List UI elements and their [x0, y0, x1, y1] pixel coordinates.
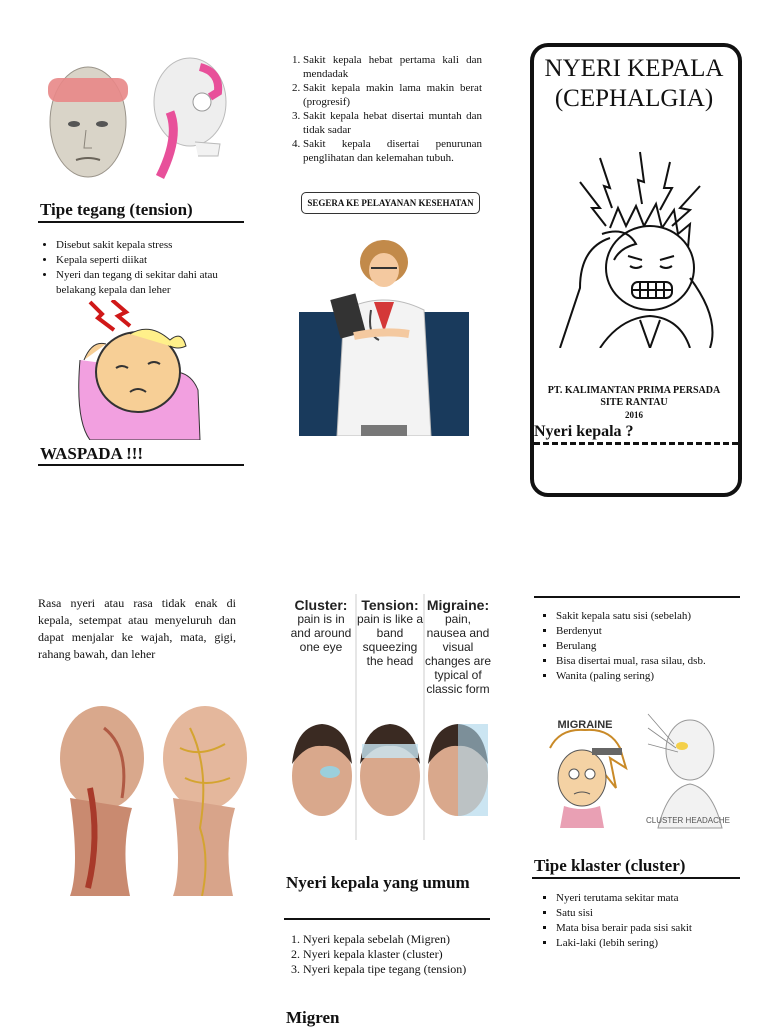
anatomy-head-illustration: [40, 688, 260, 896]
list-item: ▪ Berdenyut: [556, 624, 740, 639]
dashed-divider: [534, 442, 738, 445]
caption-migraine: [424, 598, 492, 696]
title-line-2: (CEPHALGIA): [554, 85, 714, 112]
list-item: 2. Nyeri kepala klaster (cluster): [303, 947, 482, 962]
list-item: ▪ Mata bisa berair pada sisi sakit: [556, 921, 740, 936]
list-item: • Disebut sakit kepala stress: [56, 238, 236, 253]
company-info: [534, 385, 734, 421]
crying-baby-illustration: [70, 300, 202, 440]
cluster-list: [540, 891, 740, 951]
waspada-heading: WASPADA !!!: [40, 444, 144, 463]
list-item: 4. Sakit kepala disertai penurunan penglihatan dan kelemahan tubuh.: [303, 137, 482, 165]
list-item: • Kepala seperti diikat: [56, 253, 236, 268]
tension-list: [40, 238, 236, 298]
caption-text: pain is like a band squeezing the head: [356, 612, 424, 668]
divider: [534, 596, 740, 598]
tension-heading: Tipe tegang (tension): [40, 200, 193, 219]
cover-title: [534, 54, 734, 114]
caption-title: Migraine:: [426, 597, 490, 613]
tension-head-illustration: [40, 50, 136, 185]
list-item: ▪ Satu sisi: [556, 906, 740, 921]
cluster-heading: Tipe klaster (cluster): [534, 856, 686, 875]
list-item: 2. Sakit kepala makin lama makin berat (progresif): [303, 81, 482, 109]
caption-cluster: [286, 598, 356, 654]
list-item: 1. Nyeri kepala sebelah (Migren): [303, 932, 482, 947]
box-label: SEGERA KE PELAYANAN KESEHATAN: [307, 198, 474, 208]
list-item: ▪ Wanita (paling sering): [556, 669, 740, 684]
headache-cartoon: [540, 148, 726, 348]
divider: [532, 877, 740, 879]
divider: [284, 918, 490, 920]
warning-signs-list: [286, 53, 482, 165]
migraine-list: [540, 609, 740, 684]
list-item: • Nyeri dan tegang di sekitar dahi atau belakang kepala dan leher: [56, 268, 236, 298]
list-item: 3. Sakit kepala hebat disertai muntah dan tidak sadar: [303, 109, 482, 137]
common-headache-heading: Nyeri kepala yang umum: [286, 873, 470, 892]
caption-tension: [356, 598, 424, 668]
common-headache-list: [286, 932, 482, 977]
headache-types-image: [286, 594, 492, 840]
caption-title: Cluster:: [294, 597, 348, 613]
list-item: ▪ Sakit kepala satu sisi (sebelah): [556, 609, 740, 624]
cluster-diagram: [638, 708, 738, 832]
migren-heading: Migren: [286, 1008, 340, 1027]
company-name: PT. KALIMANTAN PRIMA PERSADA: [547, 385, 721, 396]
caption-text: pain is in and around one eye: [290, 612, 352, 654]
caption-title: Tension:: [361, 597, 419, 613]
doctor-illustration: [299, 240, 469, 436]
caption-text: pain, nausea and visual changes are typical of classic form: [424, 612, 492, 696]
list-item: ▪ Laki-laki (lebih sering): [556, 936, 740, 951]
skull-illustration: [140, 52, 230, 182]
list-item: ▪ Bisa disertai mual, rasa silau, dsb.: [556, 654, 740, 669]
list-item: 1. Sakit kepala hebat pertama kali dan mendadak: [303, 53, 482, 81]
migraine-cartoon: [540, 708, 630, 828]
year: 2016: [625, 410, 643, 420]
company-site: SITE RANTAU: [600, 397, 668, 408]
list-item: ▪ Nyeri terutama sekitar mata: [556, 891, 740, 906]
cover-question: Nyeri kepala ?: [534, 423, 634, 440]
divider: [38, 221, 244, 223]
list-item: ▪ Berulang: [556, 639, 740, 654]
definition-paragraph: Rasa nyeri atau rasa tidak enak di kepala, setempat atau menyeluruh dan dapat menjalar ke wajah, mata, gigi, rahang bawah, dan leher: [38, 596, 236, 661]
image-label: MIGRAINE: [557, 719, 613, 731]
list-item: 3. Nyeri kepala tipe tegang (tension): [303, 962, 482, 977]
divider: [38, 464, 244, 466]
title-line-1: NYERI KEPALA: [544, 55, 724, 82]
cluster-image-label: CLUSTER HEADACHE: [645, 816, 730, 825]
go-to-health-service-box: [301, 192, 480, 214]
